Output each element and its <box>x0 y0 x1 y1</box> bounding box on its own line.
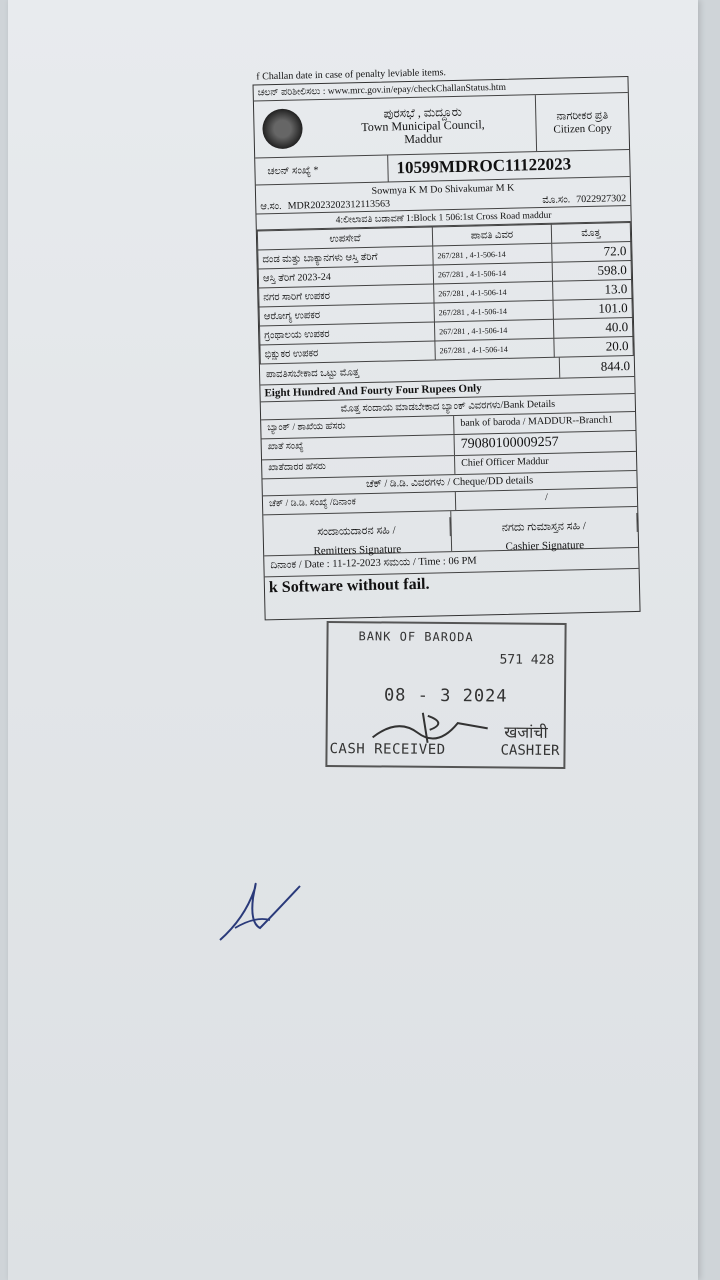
copy-type-english: Citizen Copy <box>553 121 612 136</box>
challan-number-label: ಚಲನ್ ಸಂಖ್ಯೆ * <box>267 164 319 177</box>
fee-item: ಭಿಕ್ಷುಕರ ಉಪಕರ <box>260 341 435 364</box>
mobile-label: ಮೊ.ಸಂ. <box>542 194 571 206</box>
council-city: Maddur <box>404 130 443 146</box>
council-header <box>254 93 629 158</box>
challan-receipt <box>232 53 641 621</box>
copy-type-kannada: ನಾಗರೀಕರ ಪ್ರತಿ <box>556 108 609 123</box>
fee-amount: 598.0 <box>552 260 631 281</box>
cashier-signature <box>451 507 638 551</box>
bank-name-label: ಬ್ಯಾಂಕ್ / ಶಾಖೆಯ ಹೆಸರು <box>261 416 454 438</box>
account-holder-value: Chief Officer Maddur <box>461 455 549 469</box>
column-header-amount: ಮೊತ್ತ <box>551 223 630 244</box>
cheque-value: / <box>544 491 548 504</box>
bank-details-heading: ಮೊತ್ತ ಸಂದಾಯ ಮಾಡಬೇಕಾದ ಬ್ಯಾಂಕ್ ವಿವರಗಳು/Bank Details <box>261 394 635 420</box>
fee-item: ನಗರ ಸಾರಿಗೆ ಉಪಕರ <box>259 284 434 307</box>
fee-item: ದಂಡ ಮತ್ತು ಬಾಕ್ಯಾನಗಳು ಆಸ್ತಿ ತೆರಿಗೆ <box>258 246 433 269</box>
challan-number: 10599MDROC11122023 <box>387 150 630 181</box>
total-in-words: Eight Hundred And Fourty Four Rupees Only <box>260 377 634 402</box>
footer-note: k Software without fail. <box>268 575 430 597</box>
handwritten-signature-icon <box>215 868 305 948</box>
fees-table <box>257 222 634 364</box>
council-name-english: Town Municipal Council, <box>361 116 485 134</box>
fee-detail: 267/281 , 4-1-506-14 <box>434 319 553 341</box>
fee-item: ಆರೋಗ್ಯ ಉಪಕರ <box>259 303 434 326</box>
account-number-value: 79080100009257 <box>460 434 559 452</box>
cheque-details-heading: ಚೆಕ್ / ಡಿ.ಡಿ. ವಿವರಗಳು / Cheque/DD details <box>262 471 636 496</box>
challan-form <box>253 76 641 620</box>
stamp-bank-name: BANK OF BARODA <box>358 629 474 645</box>
fee-detail: 267/281 , 4-1-506-14 <box>434 281 553 303</box>
total-label: ಪಾವತಿಸಬೇಕಾದ ಒಟ್ಟು ಮೊತ್ತ <box>265 366 360 380</box>
id-label: ಆ.ಸಂ. <box>260 200 282 213</box>
copy-type <box>535 93 629 151</box>
remitter-signature-english: Remitters Signature <box>313 543 402 558</box>
fee-amount: 101.0 <box>553 298 632 319</box>
stamp-hindi-cashier: खजांची <box>504 722 548 742</box>
payer-name: Sowmya K M Do Shivakumar M K <box>371 182 515 197</box>
fee-amount: 40.0 <box>553 317 632 338</box>
date-time-line: ದಿನಾಂಕ / Date : 11-12-2023 ಸಮಯ / Time : 06 PM <box>264 548 638 577</box>
payer-address: 4:ಲೀಲಾವತಿ ಬಡಾವಣೆ 1:Block 1 506:1st Cross Road maddur <box>256 206 630 230</box>
fee-detail: 267/281 , 4-1-506-14 <box>433 262 552 284</box>
bank-name-value: bank of baroda / MADDUR--Branch1 <box>460 414 614 429</box>
cashier-signature-english: Cashier Signature <box>505 539 585 553</box>
mobile-value: 7022927302 <box>576 193 627 206</box>
id-value: MDR2023202312113563 <box>287 198 391 212</box>
verify-url: ಚಲನ್ ಪರಿಶೀಲಿಸಲು : www.mrc.gov.in/epay/checkChallanStatus.htm <box>254 77 628 101</box>
fee-detail: 267/281 , 4-1-506-14 <box>434 300 553 322</box>
fee-amount: 72.0 <box>552 242 631 263</box>
council-name-kannada: ಪುರಸಭೆ , ಮದ್ದೂರು <box>383 104 462 121</box>
council-name <box>310 104 536 148</box>
challan-date-note: f Challan date in case of penalty leviable items. <box>256 67 447 83</box>
stamp-cash-received: CASH RECEIVED <box>329 740 446 758</box>
account-number-label: ಖಾತೆ ಸಂಖ್ಯೆ <box>262 435 455 459</box>
stamp-date: 08 - 3 2024 <box>383 685 508 707</box>
bank-stamp <box>325 621 566 769</box>
column-header-payment-detail: ಪಾವತಿ ವಿವರ <box>432 224 551 246</box>
stamp-signature-icon <box>368 707 508 748</box>
fee-item: ಆಸ್ತಿ ತೆರಿಗೆ 2023-24 <box>258 265 433 288</box>
fee-detail: 267/281 , 4-1-506-14 <box>433 243 552 265</box>
fee-detail: 267/281 , 4-1-506-14 <box>435 338 554 360</box>
signature-row <box>263 507 638 556</box>
fee-item: ಗ್ರಂಥಾಲಯ ಉಪಕರ <box>259 322 434 345</box>
government-seal-icon <box>262 108 303 149</box>
remitter-signature <box>263 511 451 558</box>
fee-amount: 20.0 <box>554 336 633 357</box>
cashier-signature-kannada: ನಗದು ಗುಮಾಸ್ತನ ಸಹಿ / <box>451 513 638 536</box>
stamp-pincode: 571 428 <box>499 652 555 668</box>
remitter-signature-kannada: ಸಂದಾಯದಾರನ ಸಹಿ / <box>263 517 450 540</box>
stamp-cashier: CASHIER <box>500 742 560 759</box>
total-value: 844.0 <box>559 356 634 378</box>
cheque-label: ಚೆಕ್ / ಡಿ.ಡಿ. ಸಂಖ್ಯೆ /ದಿನಾಂಕ <box>263 492 456 514</box>
fee-amount: 13.0 <box>553 279 632 300</box>
account-holder-label: ಖಾತೆದಾರರ ಹೆಸರು <box>262 456 455 478</box>
column-header-subservice: ಉಪಸೇವೆ <box>257 227 432 250</box>
